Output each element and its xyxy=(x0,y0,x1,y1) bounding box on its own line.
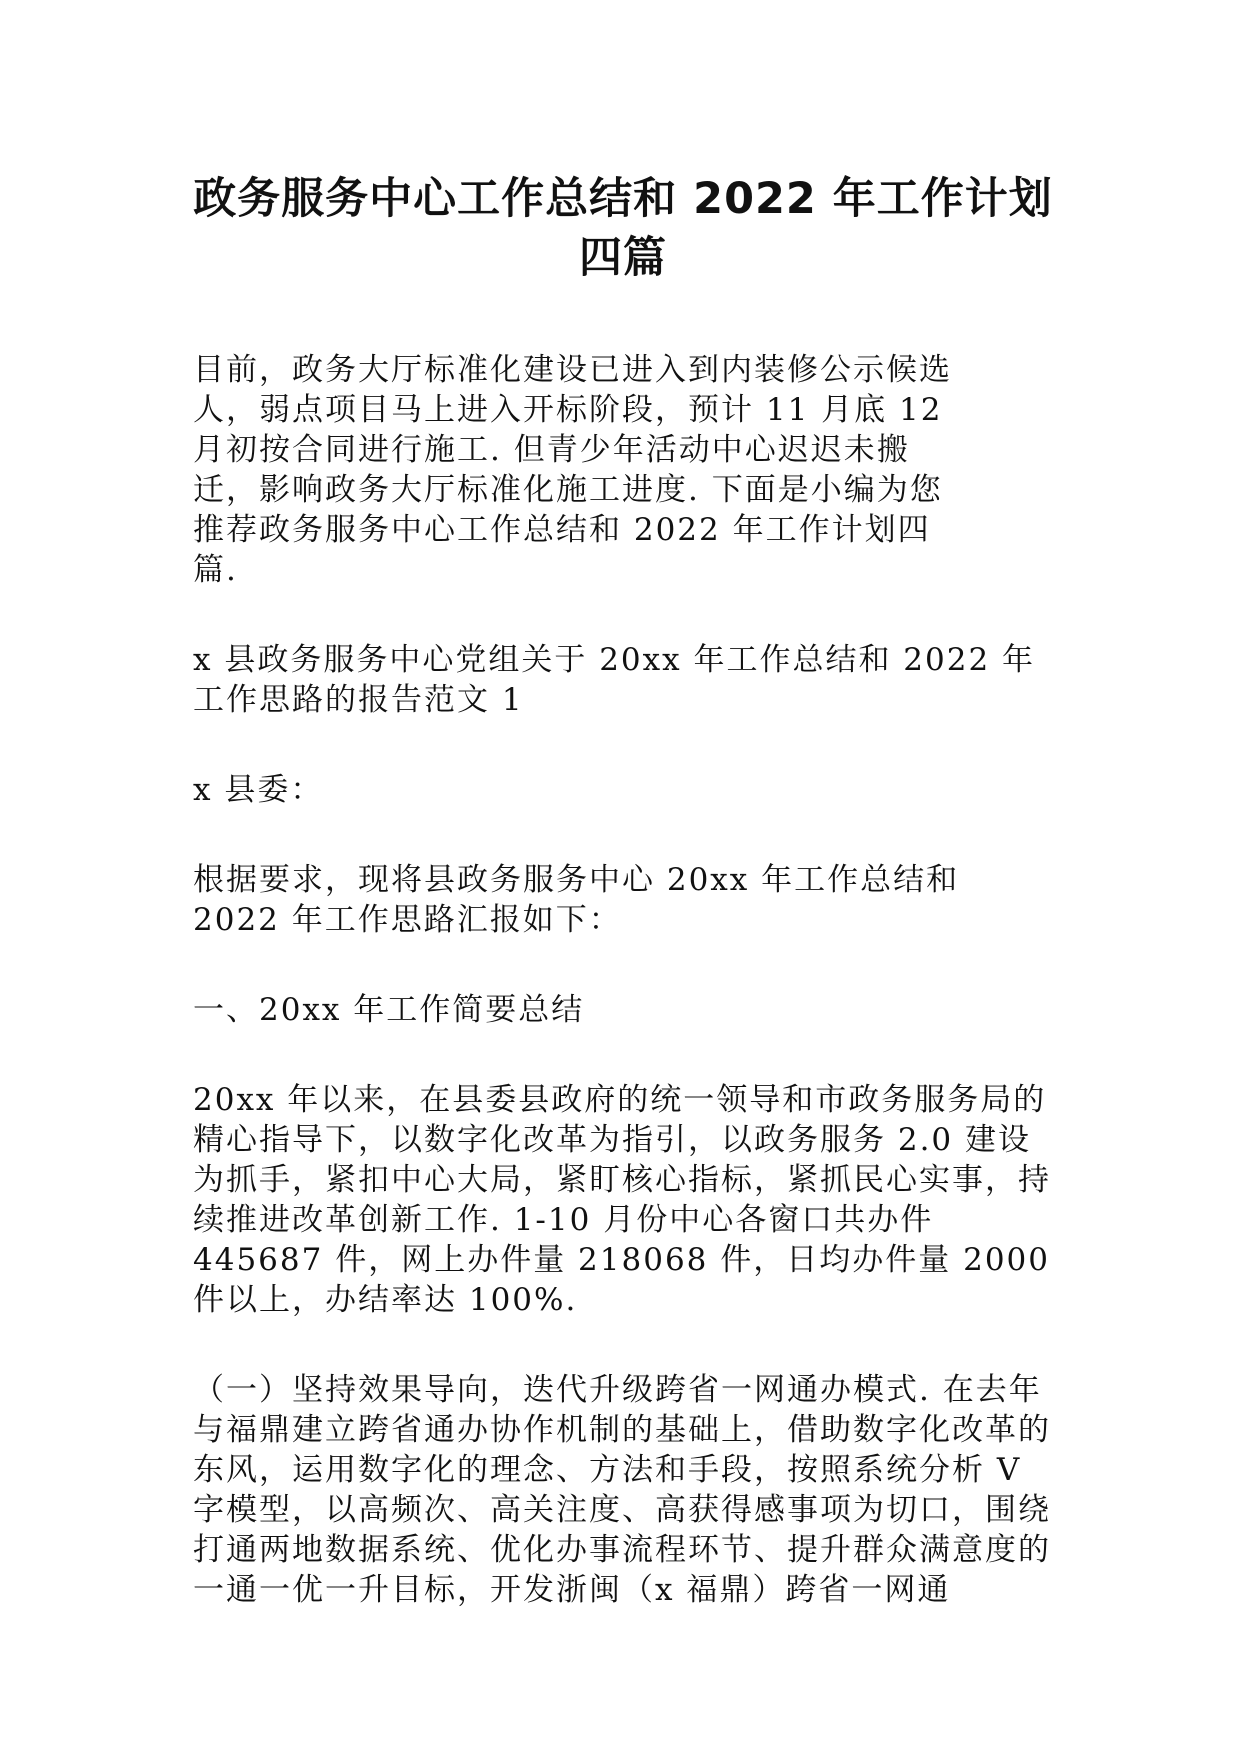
title-line-1: 政务服务中心工作总结和 2022 年工作计划 xyxy=(193,174,1053,224)
title-line-2: 四篇 xyxy=(579,233,667,283)
subsection-paragraph-1: （一）坚持效果导向，迭代升级跨省一网通办模式. 在去年与福鼎建立跨省通办协作机制的基础上，借助数字化改革的东风，运用数字化的理念、方法和手段，按照系统分析 V 字模型，以高频次、高关注度、高获得感事项为切口，围绕打通两地数据系统、优化办事流程环节、提升群众满意度的一通一优一升目标，开发浙闽（x 福鼎）跨省一网通 xyxy=(193,1372,1051,1608)
report-opening: 根据要求，现将县政务服务中心 20xx 年工作总结和 2022 年工作思路汇报如下： xyxy=(193,862,960,938)
section-heading-1: 一、20xx 年工作简要总结 xyxy=(193,992,585,1028)
intro-paragraph: 目前，政务大厅标准化建设已进入到内装修公示候选人，弱点项目马上进入开标阶段，预计 11 月底 12 月初按合同进行施工. 但青少年活动中心迟迟未搬迁，影响政务大厅标准化施工进度. 下面是小编为您推荐政务服务中心工作总结和 2022 年工作计划四篇. xyxy=(193,352,952,588)
summary-paragraph: 20xx 年以来，在县委县政府的统一领导和市政务服务局的精心指导下，以数字化改革为指引，以政务服务 2.0 建设为抓手，紧扣中心大局，紧盯核心指标，紧抓民心实事，持续推进改革创新工作. 1-10 月份中心各窗口共办件 445687 件，网上办件量 218068 件，日均办件量 2000 件以上，办结率达 100%. xyxy=(193,1082,1051,1318)
document-page xyxy=(193,170,1053,1610)
salutation: x 县委： xyxy=(193,772,324,808)
document-title xyxy=(193,170,1053,288)
report-heading: x 县政务服务中心党组关于 20xx 年工作总结和 2022 年工作思路的报告范文 1 xyxy=(193,642,1036,718)
